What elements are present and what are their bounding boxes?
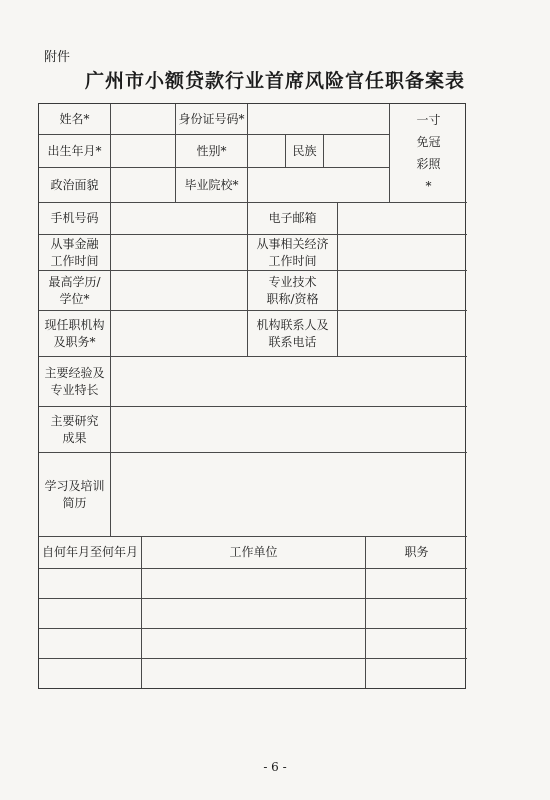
field-title-cert[interactable] bbox=[338, 271, 467, 311]
history-period-cell[interactable] bbox=[39, 599, 142, 629]
field-gender[interactable] bbox=[248, 135, 286, 168]
field-name[interactable] bbox=[111, 104, 176, 135]
label-title-cert: 专业技术 职称/资格 bbox=[248, 271, 338, 311]
history-unit-cell[interactable] bbox=[142, 629, 366, 659]
photo-text-1: 一寸 bbox=[416, 113, 441, 127]
label-gender: 性别* bbox=[176, 135, 248, 168]
label-phone: 手机号码 bbox=[39, 203, 111, 235]
history-duty-cell[interactable] bbox=[366, 659, 467, 688]
field-political[interactable] bbox=[111, 168, 176, 203]
photo-text-2: 免冠 bbox=[416, 135, 441, 149]
field-finance-time[interactable] bbox=[111, 235, 248, 271]
label-finance-time: 从事金融 工作时间 bbox=[39, 235, 111, 271]
form-title: 广州市小额贷款行业首席风险官任职备案表 bbox=[84, 70, 465, 92]
history-unit-cell[interactable] bbox=[142, 599, 366, 629]
label-id-number: 身份证号码* bbox=[176, 104, 248, 135]
field-education[interactable] bbox=[111, 271, 248, 311]
history-unit-cell[interactable] bbox=[142, 659, 366, 688]
field-birth[interactable] bbox=[111, 135, 176, 168]
history-unit-cell[interactable] bbox=[142, 569, 366, 599]
field-phone[interactable] bbox=[111, 203, 248, 235]
field-school[interactable] bbox=[248, 168, 390, 203]
label-position: 现任职机构 及职务* bbox=[39, 311, 111, 357]
label-training: 学习及培训 简历 bbox=[39, 453, 111, 537]
col-unit-header: 工作单位 bbox=[142, 537, 366, 569]
label-contact: 机构联系人及 联系电话 bbox=[248, 311, 338, 357]
field-econ-time[interactable] bbox=[338, 235, 467, 271]
col-period-header: 自何年月至何年月 bbox=[39, 537, 142, 569]
label-education: 最高学历/ 学位* bbox=[39, 271, 111, 311]
label-ethnicity: 民族 bbox=[286, 135, 324, 168]
field-training[interactable] bbox=[111, 453, 467, 537]
label-experience: 主要经验及 专业特长 bbox=[39, 357, 111, 407]
photo-box bbox=[390, 104, 467, 203]
label-email: 电子邮箱 bbox=[248, 203, 338, 235]
field-ethnicity[interactable] bbox=[324, 135, 390, 168]
label-birth: 出生年月* bbox=[39, 135, 111, 168]
registration-form bbox=[38, 103, 466, 689]
label-econ-time: 从事相关经济 工作时间 bbox=[248, 235, 338, 271]
label-research: 主要研究 成果 bbox=[39, 407, 111, 453]
label-name: 姓名* bbox=[39, 104, 111, 135]
field-id-number[interactable] bbox=[248, 104, 390, 135]
label-school: 毕业院校* bbox=[176, 168, 248, 203]
attachment-label: 附件 bbox=[44, 50, 71, 65]
photo-text-3: 彩照 bbox=[416, 157, 441, 171]
page-number: - 6 - bbox=[263, 760, 287, 774]
field-research[interactable] bbox=[111, 407, 467, 453]
history-period-cell[interactable] bbox=[39, 629, 142, 659]
photo-required-mark: * bbox=[425, 179, 432, 193]
history-period-cell[interactable] bbox=[39, 659, 142, 688]
field-contact[interactable] bbox=[338, 311, 467, 357]
label-political: 政治面貌 bbox=[39, 168, 111, 203]
history-period-cell[interactable] bbox=[39, 569, 142, 599]
history-duty-cell[interactable] bbox=[366, 569, 467, 599]
field-experience[interactable] bbox=[111, 357, 467, 407]
field-position[interactable] bbox=[111, 311, 248, 357]
history-duty-cell[interactable] bbox=[366, 629, 467, 659]
history-duty-cell[interactable] bbox=[366, 599, 467, 629]
field-email[interactable] bbox=[338, 203, 467, 235]
col-duty-header: 职务 bbox=[366, 537, 467, 569]
